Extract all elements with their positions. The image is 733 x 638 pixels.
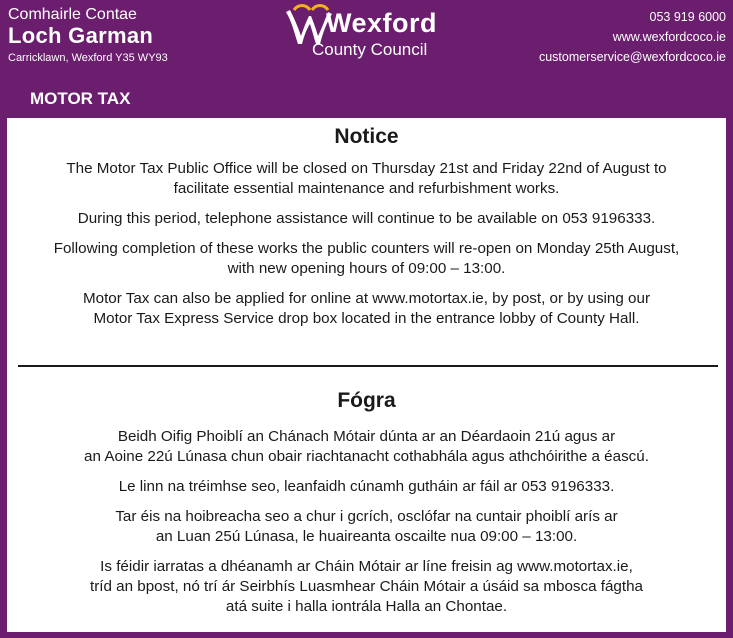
logo-subtitle: County Council <box>312 40 428 59</box>
fogra-paragraph-4 <box>7 557 726 617</box>
fogra-paragraph-2 <box>7 477 726 497</box>
fogra-p2-line1: Le linn na tréimhse seo, leanfaidh cúnamh gutháin ar fáil ar 053 9196333. <box>118 478 615 495</box>
fogra-p4-line1: Is féidir iarratas a dhéanamh ar Cháin Mótair ar líne freisin ag www.motortax.ie, <box>100 558 633 575</box>
fogra-p4-line3: atá suite i halla iontrála Halla an Chontae. <box>225 598 508 615</box>
english-notice <box>7 124 726 339</box>
fogra-p4-line2: tríd an bpost, nó trí ár Seirbhís Luasmhear Cháin Mótair a úsáid sa mbosca fágtha <box>90 578 643 595</box>
irish-name-line1: Comhairle Contae <box>8 6 137 23</box>
section-title: MOTOR TAX <box>30 89 131 108</box>
logo-wordmark: Wexford <box>326 8 438 38</box>
notice-p3-line2: with new opening hours of 09:00 – 13:00. <box>227 260 506 277</box>
notice-paragraph-1 <box>7 159 726 199</box>
notice-paragraph-2 <box>7 209 726 229</box>
notice-p3-line1: Following completion of these works the public counters will re-open on Monday 25th August, <box>53 240 680 257</box>
notice-p2-line1: During this period, telephone assistance will continue to be available on 053 9196333. <box>77 210 656 227</box>
wexford-logo <box>280 2 470 64</box>
council-header <box>0 0 733 66</box>
irish-name-block <box>8 6 168 65</box>
section-divider <box>18 365 718 367</box>
contact-website[interactable]: www.wexfordcoco.ie <box>612 30 726 44</box>
contact-block <box>539 7 726 67</box>
contact-phone: 053 919 6000 <box>649 10 726 24</box>
notice-p1-line2: facilitate essential maintenance and refurbishment works. <box>173 180 560 197</box>
notice-title: Notice <box>334 125 399 148</box>
notice-paragraph-3 <box>7 239 726 279</box>
notice-p1-line1: The Motor Tax Public Office will be closed on Thursday 21st and Friday 22nd of August to <box>66 160 667 177</box>
notice-p4-line1: Motor Tax can also be applied for online at www.motortax.ie, by post, or by using our <box>82 290 650 307</box>
fogra-p1-line2: an Aoine 22ú Lúnasa chun obair riachtanacht cothabhála agus athchóirithe a éascú. <box>84 448 649 465</box>
fogra-paragraph-3 <box>7 507 726 547</box>
contact-email[interactable]: customerservice@wexfordcoco.ie <box>538 50 726 64</box>
council-address: Carricklawn, Wexford Y35 WY93 <box>8 52 168 64</box>
notice-paragraph-4 <box>7 289 726 329</box>
fogra-p3-line2: an Luan 25ú Lúnasa, le huaireanta oscailte nua 09:00 – 13:00. <box>155 528 578 545</box>
fogra-p1-line1: Beidh Oifig Phoiblí an Chánach Mótair dúnta ar an Déardaoin 21ú agus ar <box>117 428 616 445</box>
irish-name-line2: Loch Garman <box>8 23 154 48</box>
fogra-title: Fógra <box>337 389 396 412</box>
irish-notice <box>7 388 726 627</box>
notice-panel <box>7 118 726 632</box>
fogra-p3-line1: Tar éis na hoibreacha seo a chur i gcrích, osclófar na cuntair phoiblí arís ar <box>115 508 618 525</box>
notice-p4-line2: Motor Tax Express Service drop box located in the entrance lobby of County Hall. <box>93 310 640 327</box>
fogra-paragraph-1 <box>7 427 726 467</box>
